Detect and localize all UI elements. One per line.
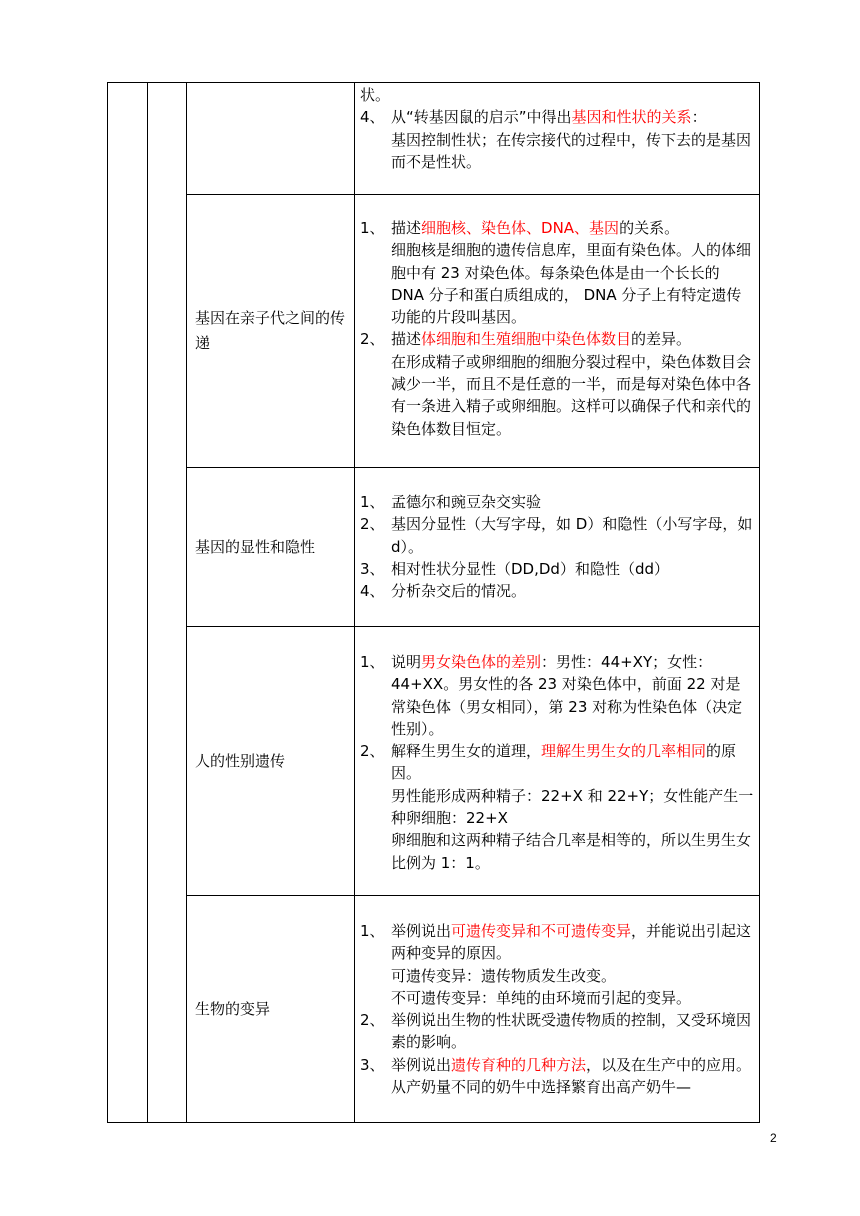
list-item	[360, 740, 754, 785]
item-text	[391, 1054, 754, 1076]
row-content	[360, 491, 754, 602]
item-number: 2、	[360, 515, 385, 534]
item-text	[391, 651, 754, 740]
text-segment: 的差异。	[631, 330, 692, 349]
text-segment: ，并能说出引起这两种变异的原因。	[391, 922, 752, 963]
highlighted-text: 男女染色体的差别	[421, 653, 542, 671]
item-text	[391, 580, 754, 602]
item-text	[391, 967, 616, 985]
item-number: 1、	[360, 653, 385, 671]
item-text	[391, 513, 754, 558]
list-item	[360, 1076, 754, 1098]
text-segment: 不可遗传变异：单纯的由环境而引起的变异。	[391, 988, 692, 1007]
list-item	[360, 491, 754, 513]
table-border-right	[759, 82, 760, 1123]
list-item	[360, 106, 754, 128]
table-border-left	[107, 82, 108, 1123]
text-segment: 分析杂交后的情况。	[391, 582, 527, 601]
item-text	[391, 131, 751, 171]
table-divider-col1	[147, 82, 148, 1123]
text-segment: ：	[691, 108, 707, 127]
row-divider	[186, 895, 760, 896]
text-segment: ，以及在生产中的应用。	[586, 1055, 752, 1074]
text-segment: 细胞核是细胞的遗传信息库，里面有染色体。人的体细胞中有 23 对染色体。每条染色体是由一个长长的 DNA 分子和蛋白质组成的， DNA 分子上有特定遗传功能的片段叫基因。	[391, 241, 752, 327]
list-item	[360, 217, 754, 239]
item-number: 4、	[360, 108, 385, 127]
text-segment: 孟德尔和豌豆杂交实验	[391, 493, 542, 511]
row-divider	[186, 467, 760, 468]
item-number: 3、	[360, 1055, 385, 1074]
table-divider-col2	[186, 82, 187, 1123]
text-segment: 描述	[391, 330, 422, 349]
row-topic: 人的性别遗传	[195, 752, 286, 770]
item-text	[391, 106, 754, 128]
text-segment: 举例说出	[391, 922, 452, 940]
text-segment: 卵细胞和这两种精子结合几率是相等的，所以生男生女比例为 1：1。	[391, 831, 752, 872]
text-segment: 举例说出	[391, 1055, 452, 1074]
list-item	[360, 239, 754, 328]
table-border-top	[107, 82, 760, 83]
row-divider	[186, 626, 760, 627]
page-number: 2	[770, 1131, 777, 1145]
item-number: 2、	[360, 742, 385, 761]
table-border-bottom	[107, 1122, 760, 1123]
row-divider	[186, 194, 760, 195]
text-segment: 从产奶量不同的奶牛中选择繁育出高产奶牛—	[391, 1078, 692, 1097]
item-number: 3、	[360, 559, 385, 578]
item-text	[391, 1078, 691, 1096]
text-segment: 描述	[391, 219, 422, 237]
list-item	[360, 513, 754, 558]
item-text	[391, 217, 754, 239]
item-number: 1、	[360, 922, 385, 940]
highlighted-text: 基因和性状的关系	[571, 108, 692, 127]
highlighted-text: 遗传育种的几种方法	[451, 1055, 587, 1074]
list-item	[360, 129, 754, 174]
row-content	[360, 217, 754, 440]
item-number: 4、	[360, 582, 385, 601]
text-segment: 基因控制性状；在传宗接代的过程中，传下去的是基因而不是性状。	[391, 130, 752, 171]
text-segment: 状。	[360, 86, 391, 104]
text-segment: 从“转基因鼠的启示”中得出	[391, 108, 572, 127]
list-item	[360, 328, 754, 350]
list-item	[360, 987, 754, 1009]
item-text	[391, 241, 751, 326]
text-segment: 举例说出生物的性状既受遗传物质的控制，又受环境因素的影响。	[391, 1011, 752, 1052]
text-segment: 解释生男生女的道理，	[391, 742, 542, 761]
list-item	[360, 351, 754, 440]
row-content	[360, 84, 754, 173]
row-topic: 基因的显性和隐性	[195, 538, 316, 556]
row-content	[360, 651, 754, 874]
row-topic: 生物的变异	[195, 1000, 271, 1018]
row-content	[360, 920, 754, 1098]
text-segment: 男性能形成两种精子：22+X 和 22+Y；女性能产生一种卵细胞：22+X	[391, 786, 754, 828]
item-number: 1、	[360, 219, 385, 237]
item-number: 2、	[360, 330, 385, 349]
list-item	[360, 829, 754, 874]
item-text	[391, 1009, 754, 1054]
highlighted-text: 可遗传变异和不可遗传变异	[451, 922, 632, 940]
item-text	[391, 831, 751, 871]
highlighted-text: 理解生男生女的几率相同	[541, 742, 707, 761]
list-item	[360, 580, 754, 602]
text-segment: 可遗传变异：遗传物质发生改变。	[391, 966, 617, 985]
list-item	[360, 1009, 754, 1054]
text-segment: ：男性：44+XY；女性：44+XX。男女性的各 23 对染色体中，前面 22 对是常染色体（男女相同），第 23 对称为性染色体（决定性别）。	[391, 653, 743, 738]
text-segment: 相对性状分显性（DD,Dd）和隐性（dd）	[391, 559, 669, 578]
text-segment: 的原因。	[391, 742, 737, 783]
item-text	[360, 86, 390, 104]
list-item	[360, 965, 754, 987]
list-item	[360, 558, 754, 580]
item-text	[391, 353, 751, 438]
item-text	[391, 491, 754, 513]
item-text	[391, 558, 754, 580]
item-number: 1、	[360, 493, 385, 511]
text-segment: 说明	[391, 653, 422, 671]
text-segment: 的关系。	[619, 219, 680, 237]
list-item	[360, 651, 754, 740]
text-segment: 基因分显性（大写字母，如 D）和隐性（小写字母，如 d）。	[391, 515, 753, 556]
list-item	[360, 1054, 754, 1076]
list-item	[360, 920, 754, 965]
list-item	[360, 84, 754, 106]
table-divider-col3	[354, 82, 355, 1123]
item-text	[391, 920, 754, 965]
item-text	[391, 787, 753, 827]
item-number: 2、	[360, 1011, 385, 1030]
highlighted-text: 细胞核、染色体、DNA、基因	[421, 219, 620, 237]
highlighted-text: 体细胞和生殖细胞中染色体数目	[421, 330, 632, 349]
row-topic: 基因在亲子代之间的传递	[195, 309, 346, 352]
item-text	[391, 328, 754, 350]
item-text	[391, 989, 691, 1007]
list-item	[360, 785, 754, 830]
text-segment: 在形成精子或卵细胞的细胞分裂过程中，染色体数目会减少一半，而且不是任意的一半，而是每对染色体中各有一条进入精子或卵细胞。这样可以确保子代和亲代的染色体数目恒定。	[391, 352, 752, 438]
item-text	[391, 740, 754, 785]
